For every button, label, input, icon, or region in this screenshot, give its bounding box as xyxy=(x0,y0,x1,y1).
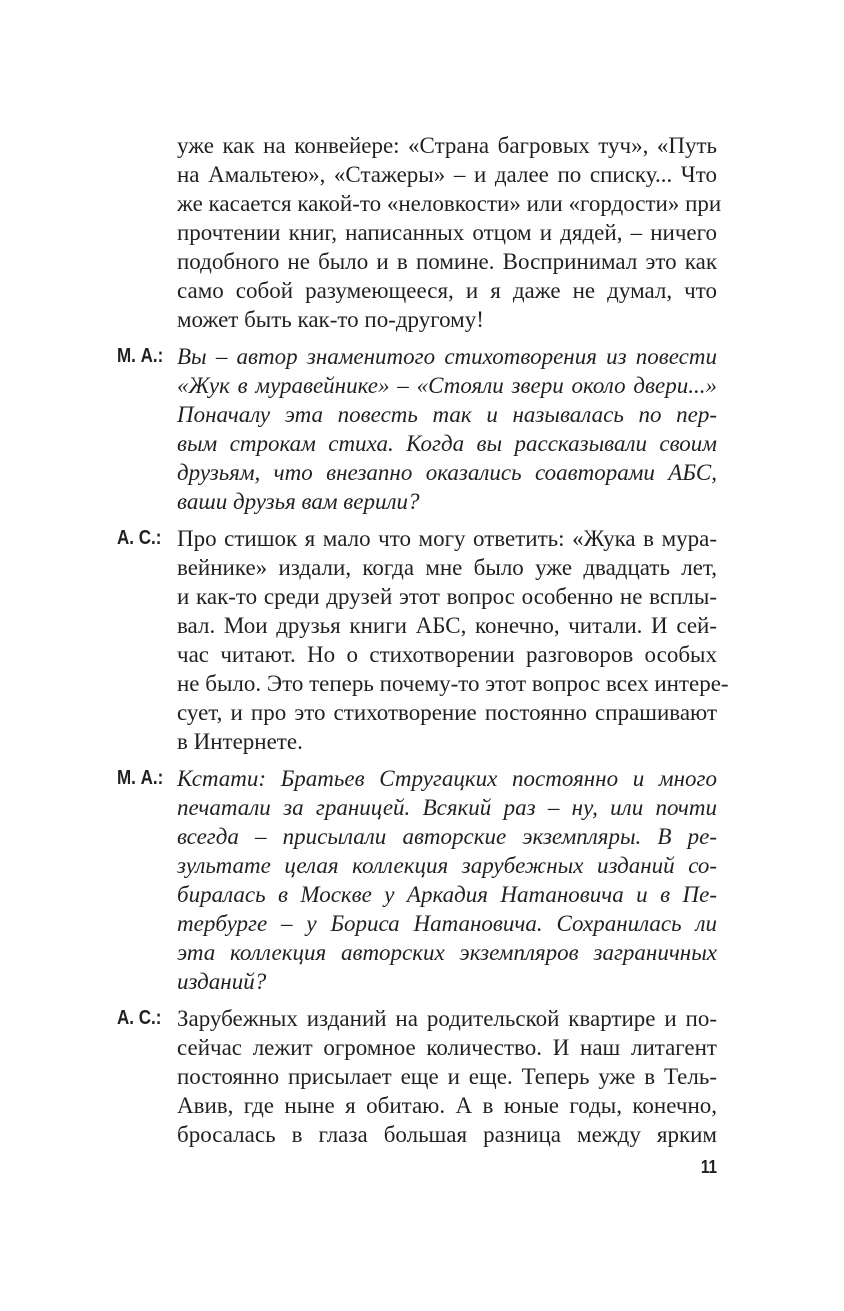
speaker-label: М. А.: xyxy=(117,345,164,367)
text-line: Зарубежных изданий на родительской квартире и по- xyxy=(177,1006,717,1031)
text-line: Про стишок я мало что могу ответить: «Жука в мура- xyxy=(177,526,717,551)
text-line: Вы – автор знаменитого стихотворения из повести xyxy=(177,344,717,369)
text-line: тербурге – у Бориса Натановича. Сохранилась ли xyxy=(177,911,717,936)
text-line: час читают. Но о стихотворении разговоров особых xyxy=(177,642,717,667)
answer-paragraph xyxy=(177,131,722,334)
text-line: может быть как-то по-другому! xyxy=(177,307,484,332)
text-line: печатали за границей. Всякий раз – ну, или почти xyxy=(177,795,717,820)
text-line: и как-то среди друзей этот вопрос особенно не всплы- xyxy=(177,584,717,609)
page-number: 11 xyxy=(700,1157,717,1177)
answer-paragraph xyxy=(177,1004,717,1149)
text-line: ваши друзья вам верили? xyxy=(177,489,420,514)
text-line: биралась в Москве у Аркадия Натановича и в Пе- xyxy=(177,882,717,907)
text-line: уже как на конвейере: «Страна багровых туч», «Путь xyxy=(177,133,717,158)
text-line: всегда – присылали авторские экземпляры. В ре- xyxy=(177,824,717,849)
text-line: на Амальтею», «Стажеры» – и далее по списку... Что xyxy=(177,162,717,187)
text-line: сейчас лежит огромное количество. И наш литагент xyxy=(177,1035,717,1060)
text-line: сует, и про это стихотворение постоянно спрашивают xyxy=(177,700,717,725)
text-line: бросалась в глаза большая разница между ярким xyxy=(177,1122,717,1147)
text-line: не было. Это теперь почему-то этот вопрос всех интере- xyxy=(177,671,729,696)
text-line: само собой разумеющееся, и я даже не думал, что xyxy=(177,278,717,303)
question-paragraph xyxy=(177,342,717,516)
text-line: же касается какой-то «неловкости» или «гордости» при xyxy=(177,191,722,216)
text-line: прочтении книг, написанных отцом и дядей, – ничего xyxy=(177,220,717,245)
text-line: в Интернете. xyxy=(177,729,303,754)
text-line: вым строкам стиха. Когда вы рассказывали своим xyxy=(177,431,717,456)
speaker-label: М. А.: xyxy=(117,767,164,789)
text-line: постоянно присылает еще и еще. Теперь уже в Тель- xyxy=(177,1064,717,1089)
text-line: Поначалу эта повесть так и называлась по пер- xyxy=(177,402,717,427)
text-line: друзьям, что внезапно оказались соавторами АБС, xyxy=(177,460,717,485)
answer-paragraph xyxy=(177,524,729,756)
text-line: подобного не было и в помине. Воспринимал это как xyxy=(177,249,717,274)
speaker-label: А. С.: xyxy=(117,1007,162,1029)
text-line: зультате целая коллекция зарубежных изданий со- xyxy=(177,853,717,878)
text-line: эта коллекция авторских экземпляров заграничных xyxy=(177,940,717,965)
text-line: изданий? xyxy=(177,969,267,994)
question-paragraph xyxy=(177,764,717,996)
text-line: Авив, где ныне я обитаю. А в юные годы, конечно, xyxy=(177,1093,717,1118)
text-line: Кстати: Братьев Стругацких постоянно и много xyxy=(177,766,717,791)
text-line: вейнике» издали, когда мне было уже двадцать лет, xyxy=(177,555,717,580)
text-line: «Жук в муравейнике» – «Стояли звери около двери...» xyxy=(177,373,717,398)
text-line: вал. Мои друзья книги АБС, конечно, читали. И сей- xyxy=(177,613,717,638)
speaker-label: А. С.: xyxy=(117,527,162,549)
